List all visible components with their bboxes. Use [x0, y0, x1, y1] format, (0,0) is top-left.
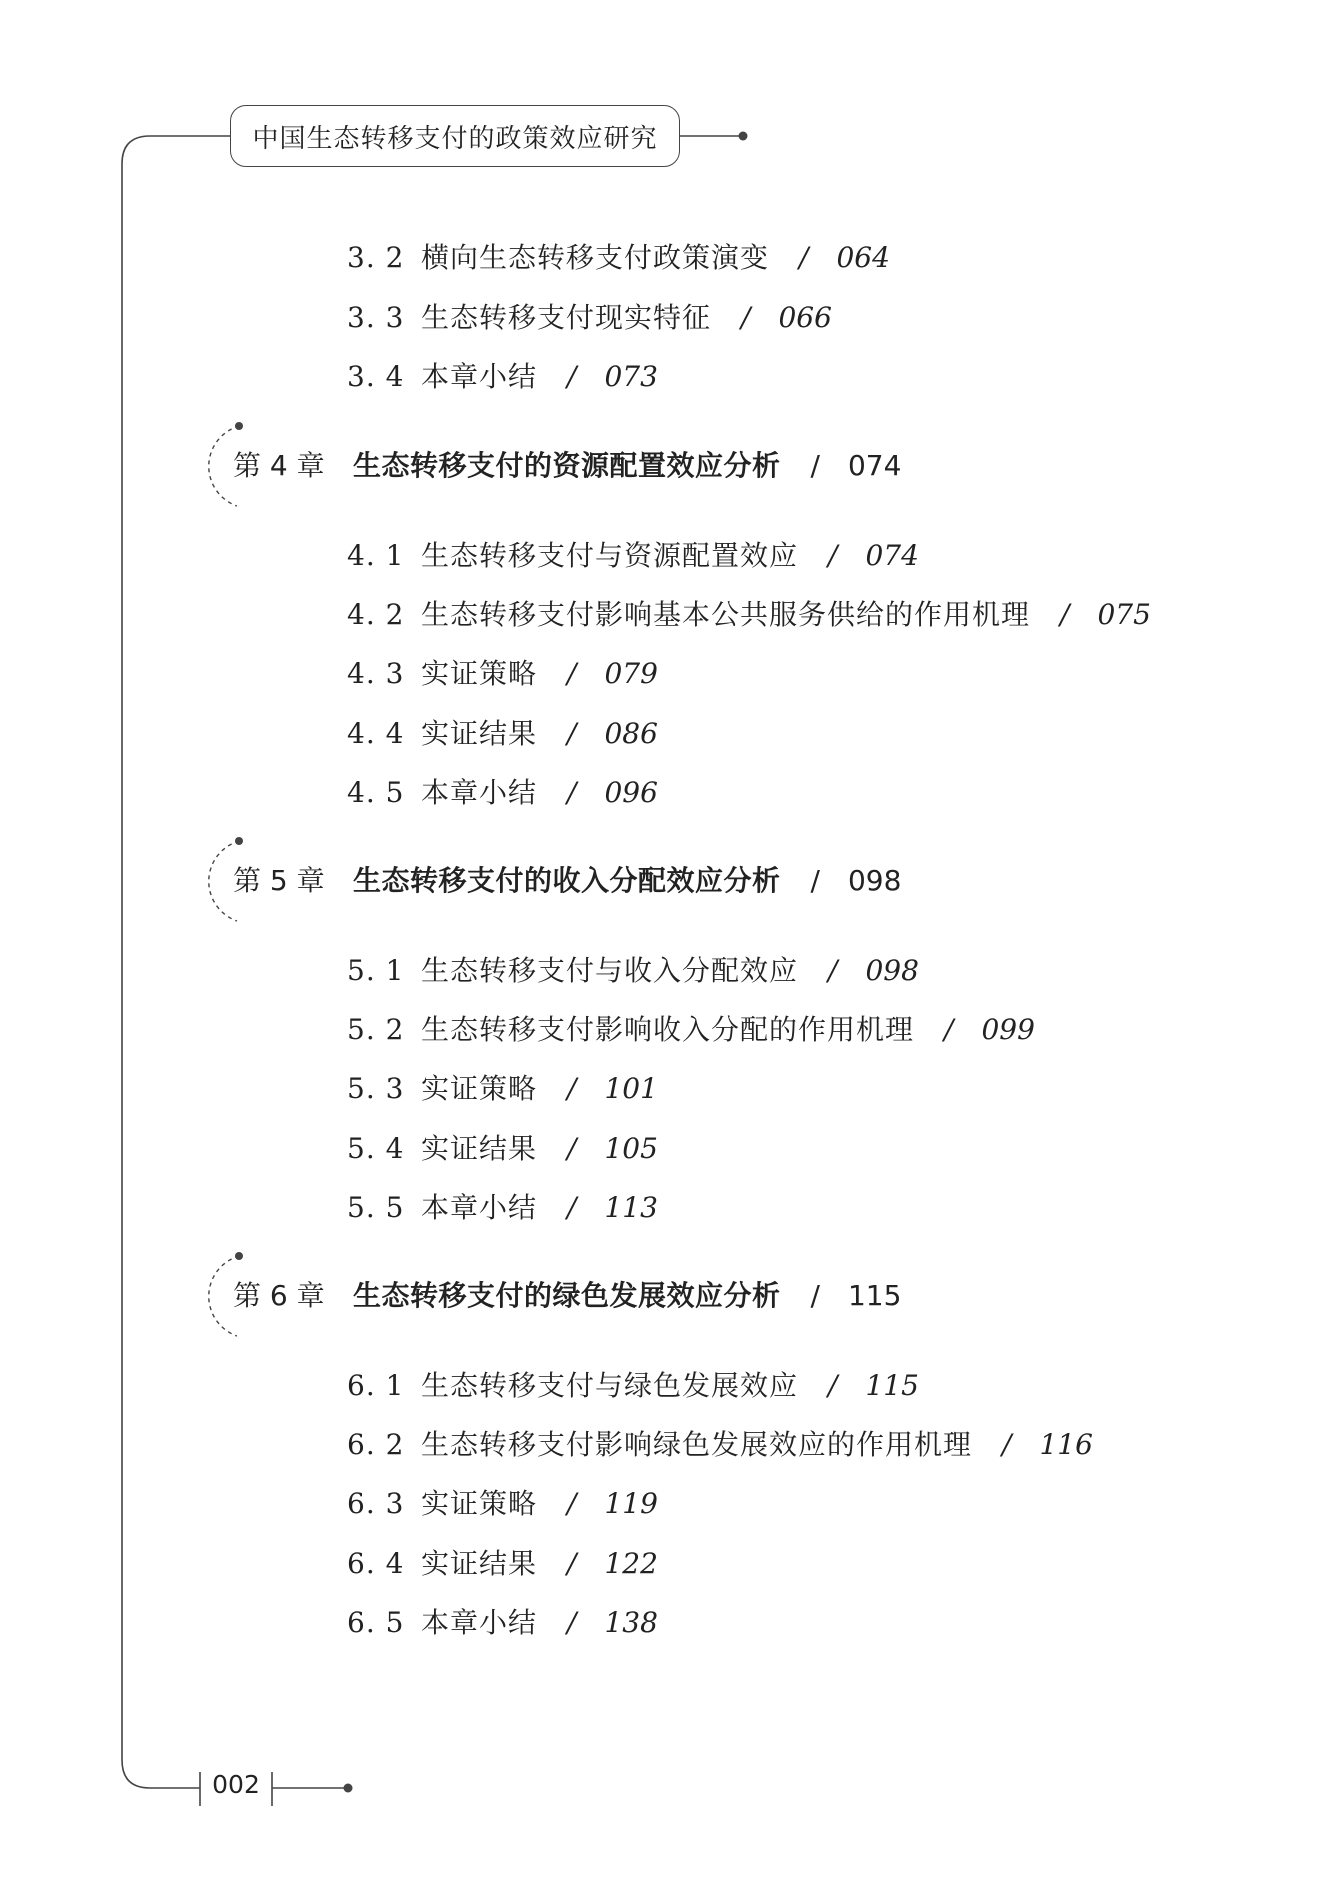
toc-entry-4-4[interactable] [347, 712, 658, 752]
chapter-title: 生态转移支付的资源配置效应分析 [353, 449, 781, 482]
separator: / [567, 657, 577, 690]
section-title: 生态转移支付影响绿色发展效应的作用机理 [421, 1428, 973, 1461]
section-title: 实证结果 [421, 1547, 538, 1580]
page-number: 098 [865, 954, 919, 987]
separator: / [567, 1606, 577, 1639]
page-number: 073 [604, 360, 658, 393]
separator: / [567, 1072, 577, 1105]
section-title: 本章小结 [421, 776, 538, 809]
toc-chapter-6[interactable] [233, 1274, 901, 1314]
section-title: 生态转移支付影响基本公共服务供给的作用机理 [421, 598, 1031, 631]
chapter-arc-dot-5 [235, 837, 243, 845]
separator: / [828, 539, 838, 572]
separator: / [741, 301, 751, 334]
section-number: 5. 3 [347, 1072, 405, 1105]
separator: / [567, 1191, 577, 1224]
separator: / [567, 776, 577, 809]
section-title: 实证策略 [421, 657, 538, 690]
section-title: 实证策略 [421, 1487, 538, 1520]
section-number: 4. 4 [347, 717, 405, 750]
page-number: 066 [778, 301, 832, 334]
toc-entry-6-2[interactable] [347, 1423, 1093, 1463]
page-number: 138 [604, 1606, 658, 1639]
section-title: 本章小结 [421, 1606, 538, 1639]
section-title: 生态转移支付与收入分配效应 [421, 954, 799, 987]
separator: / [1060, 598, 1070, 631]
separator: / [828, 1369, 838, 1402]
toc-chapter-4[interactable] [233, 444, 901, 484]
toc-chapter-5[interactable] [233, 859, 901, 899]
page-number: 105 [604, 1132, 658, 1165]
separator: / [944, 1013, 954, 1046]
toc-entry-4-1[interactable] [347, 534, 919, 574]
section-title: 生态转移支付与资源配置效应 [421, 539, 799, 572]
toc-entry-5-1[interactable] [347, 949, 919, 989]
separator: / [828, 954, 838, 987]
section-title: 生态转移支付现实特征 [421, 301, 712, 334]
page-number: 113 [604, 1191, 658, 1224]
separator: / [567, 1547, 577, 1580]
section-title: 实证结果 [421, 717, 538, 750]
separator: / [567, 717, 577, 750]
chapter-arc-dot-6 [235, 1252, 243, 1260]
section-title: 横向生态转移支付政策演变 [421, 241, 770, 274]
frame-spine [122, 136, 230, 1788]
section-number: 4. 1 [347, 539, 405, 572]
section-number: 6. 1 [347, 1369, 405, 1402]
page-number: 096 [604, 776, 658, 809]
toc-entry-3-3[interactable] [347, 296, 832, 336]
toc-entry-5-4[interactable] [347, 1127, 658, 1167]
toc-entry-5-2[interactable] [347, 1008, 1035, 1048]
page-number: 079 [604, 657, 658, 690]
section-number: 5. 4 [347, 1132, 405, 1165]
toc-entry-6-4[interactable] [347, 1542, 658, 1582]
separator: / [567, 1132, 577, 1165]
section-number: 4. 5 [347, 776, 405, 809]
book-title: 中国生态转移支付的政策效应研究 [252, 123, 658, 154]
chapter-label: 第 4 章 [233, 449, 325, 482]
page-number: 119 [604, 1487, 658, 1520]
separator: / [799, 241, 809, 274]
section-number: 6. 3 [347, 1487, 405, 1520]
section-title: 实证结果 [421, 1132, 538, 1165]
section-number: 3. 3 [347, 301, 405, 334]
header-connector-dot [739, 132, 748, 141]
section-number: 4. 2 [347, 598, 405, 631]
toc-entry-6-5[interactable] [347, 1601, 658, 1641]
toc-entry-6-1[interactable] [347, 1364, 919, 1404]
chapter-label: 第 6 章 [233, 1279, 325, 1312]
section-number: 3. 2 [347, 241, 405, 274]
section-title: 实证策略 [421, 1072, 538, 1105]
toc-entry-4-2[interactable] [347, 593, 1151, 633]
page-number: 075 [1097, 598, 1151, 631]
toc-entry-4-5[interactable] [347, 771, 658, 811]
page-number: 074 [847, 449, 902, 482]
section-number: 6. 2 [347, 1428, 405, 1461]
page-number: 122 [604, 1547, 658, 1580]
section-number: 5. 5 [347, 1191, 405, 1224]
separator: / [567, 1487, 577, 1520]
toc-entry-5-3[interactable] [347, 1067, 658, 1107]
separator: / [810, 449, 820, 482]
toc-entry-3-2[interactable] [347, 236, 890, 276]
page-number: 074 [865, 539, 919, 572]
toc-entry-6-3[interactable] [347, 1482, 658, 1522]
section-number: 3. 4 [347, 360, 405, 393]
section-number: 6. 5 [347, 1606, 405, 1639]
section-number: 5. 2 [347, 1013, 405, 1046]
footer-connector-dot [344, 1784, 353, 1793]
separator: / [810, 1279, 820, 1312]
page-number: 098 [847, 864, 902, 897]
section-title: 本章小结 [421, 1191, 538, 1224]
section-number: 5. 1 [347, 954, 405, 987]
section-title: 本章小结 [421, 360, 538, 393]
separator: / [810, 864, 820, 897]
section-number: 4. 3 [347, 657, 405, 690]
toc-entry-3-4[interactable] [347, 355, 658, 395]
toc-entry-4-3[interactable] [347, 652, 658, 692]
page-number: 115 [865, 1369, 919, 1402]
page-number: 116 [1039, 1428, 1093, 1461]
section-title: 生态转移支付影响收入分配的作用机理 [421, 1013, 915, 1046]
page-number: 064 [836, 241, 890, 274]
page-number: 101 [604, 1072, 658, 1105]
separator: / [1002, 1428, 1012, 1461]
page-number: 115 [847, 1279, 902, 1312]
folio-page-number: 002 [212, 1770, 260, 1799]
separator: / [567, 360, 577, 393]
page-number: 086 [604, 717, 658, 750]
toc-entry-5-5[interactable] [347, 1186, 658, 1226]
chapter-label: 第 5 章 [233, 864, 325, 897]
page-number: 099 [981, 1013, 1035, 1046]
chapter-arc-dot-4 [235, 422, 243, 430]
running-header [230, 105, 680, 167]
section-number: 6. 4 [347, 1547, 405, 1580]
chapter-title: 生态转移支付的绿色发展效应分析 [353, 1279, 781, 1312]
section-title: 生态转移支付与绿色发展效应 [421, 1369, 799, 1402]
chapter-title: 生态转移支付的收入分配效应分析 [353, 864, 781, 897]
